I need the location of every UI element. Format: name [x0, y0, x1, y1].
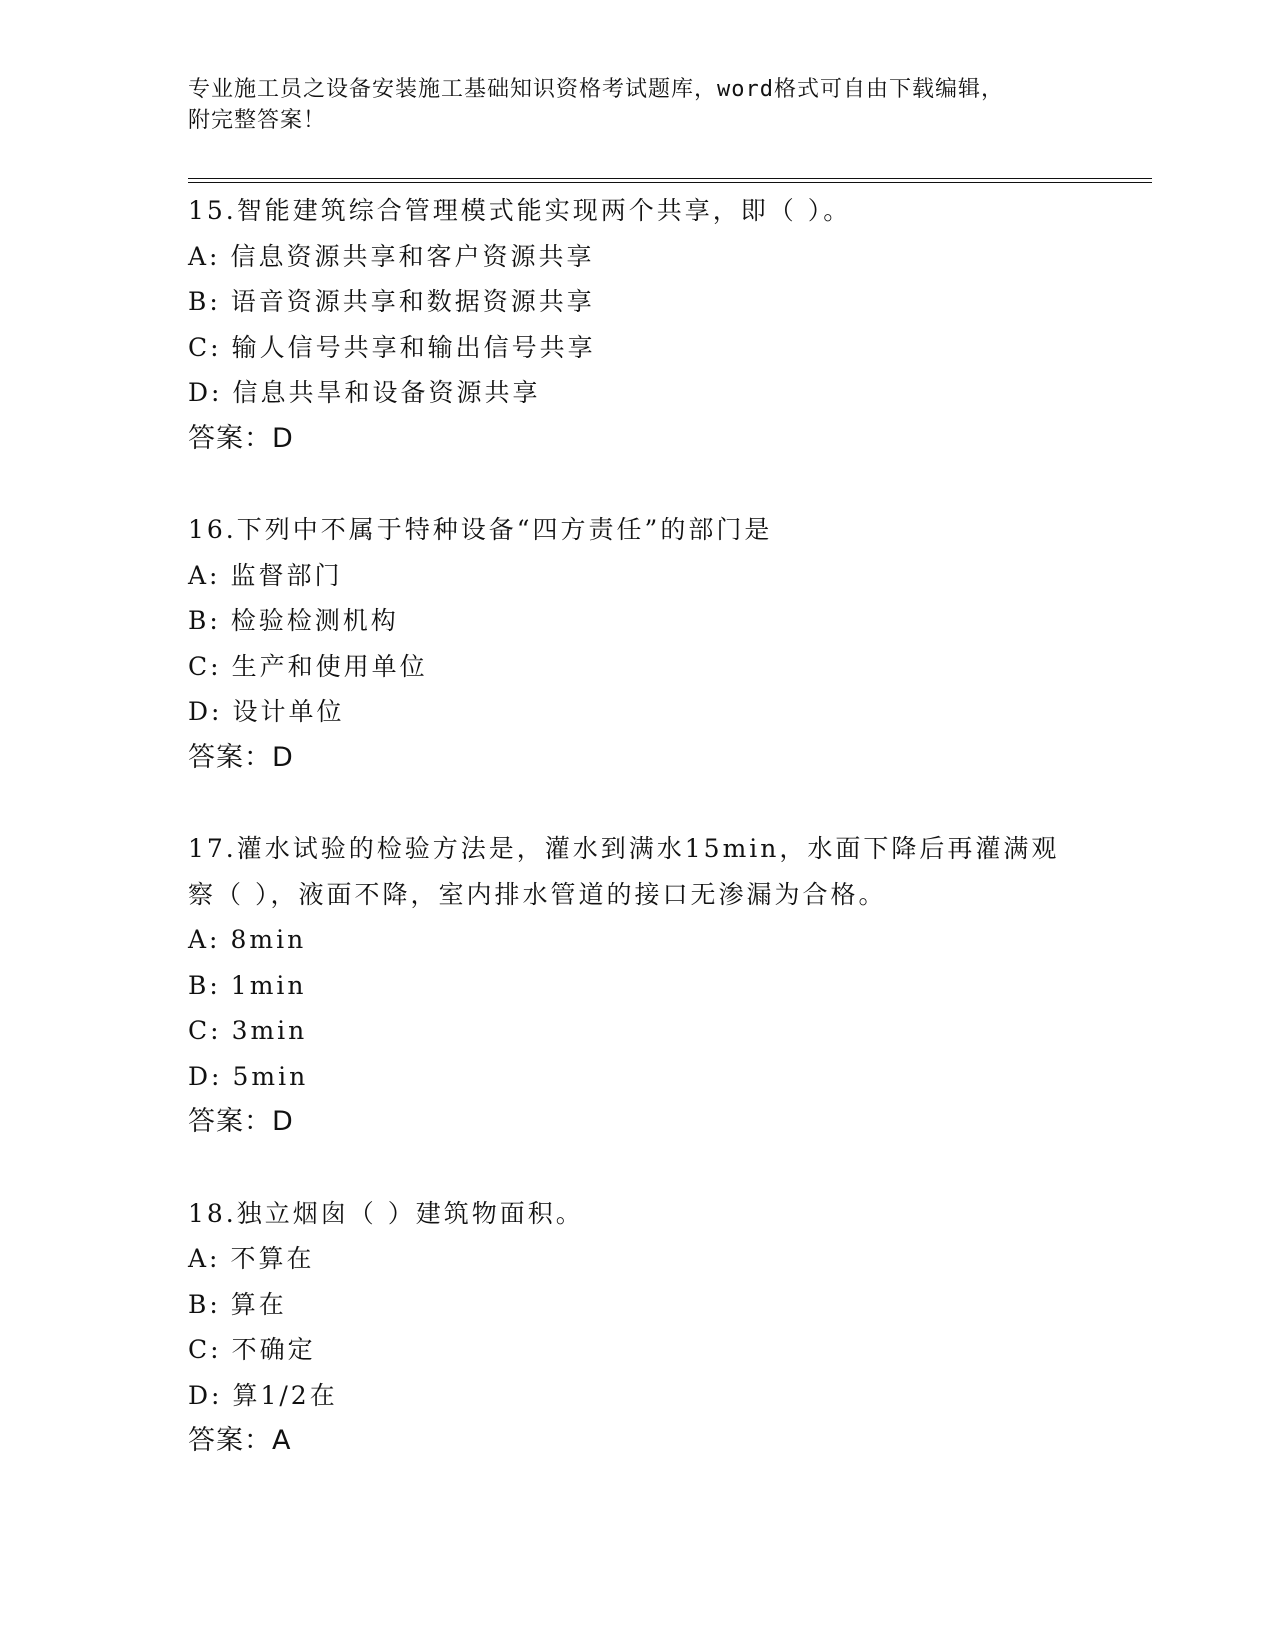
answer-line: 答案：D [188, 1106, 294, 1137]
option-row [188, 1236, 1148, 1282]
option-text: 信息资源共享和客户资源共享 [230, 241, 595, 271]
option-text: 8min [230, 925, 307, 954]
question-block [188, 507, 1148, 780]
option-text: 不确定 [231, 1335, 316, 1364]
question-block [188, 826, 1148, 1145]
option-row [188, 644, 1148, 690]
option-key: D: [188, 697, 223, 726]
option-text: 设计单位 [232, 697, 345, 726]
header-line-2: 附完整答案！ [188, 108, 327, 133]
answer-line: 答案：D [188, 741, 294, 773]
option-key: A: [188, 925, 221, 954]
option-row [188, 598, 1148, 644]
option-row [188, 1282, 1148, 1328]
option-row [188, 963, 1148, 1009]
question-stem: 15.智能建筑综合管理模式能实现两个共享，即（ ）。 [188, 196, 852, 225]
option-row [188, 370, 1148, 416]
option-row [188, 917, 1148, 963]
option-key: C: [188, 332, 222, 362]
option-row [188, 689, 1148, 735]
question-list [188, 188, 1148, 1510]
document-header [188, 74, 1088, 136]
question-stem: 16.下列中不属于特种设备“四方责任”的部门是 [188, 515, 773, 544]
option-text: 检验检测机构 [230, 606, 399, 635]
header-divider-top [188, 178, 1152, 179]
option-key: D: [188, 1061, 223, 1091]
option-row [188, 1054, 1148, 1100]
option-row [188, 1327, 1148, 1373]
question-block [188, 188, 1148, 461]
option-key: B: [188, 970, 221, 1000]
option-key: B: [188, 1289, 221, 1319]
option-key: C: [188, 1016, 222, 1045]
option-text: 信息共旱和设备资源共享 [232, 378, 541, 407]
option-key: B: [188, 287, 221, 316]
header-divider-bottom [188, 182, 1152, 183]
option-text: 3min [231, 1016, 308, 1045]
question-stem: 18.独立烟囱（ ）建筑物面积。 [188, 1198, 584, 1228]
option-key: C: [188, 1335, 222, 1364]
question-stem: 17.灌水试验的检验方法是，灌水到满水15min，水面下降后再灌满观 [188, 834, 1060, 863]
option-row [188, 1373, 1148, 1419]
option-key: B: [188, 606, 221, 635]
option-text: 生产和使用单位 [231, 651, 428, 681]
option-row [188, 1008, 1148, 1054]
option-row [188, 279, 1148, 325]
option-row [188, 325, 1148, 371]
option-text: 输人信号共享和输出信号共享 [231, 332, 596, 362]
header-line-1: 专业施工员之设备安装施工基础知识资格考试题库，word格式可自由下载编辑， [188, 77, 1004, 102]
option-text: 算在 [230, 1289, 287, 1319]
option-text: 语音资源共享和数据资源共享 [230, 287, 595, 316]
question-block [188, 1191, 1148, 1464]
option-key: D: [188, 1380, 223, 1410]
option-row [188, 234, 1148, 280]
option-key: C: [188, 651, 222, 681]
option-row [188, 553, 1148, 599]
option-text: 监督部门 [230, 560, 343, 590]
answer-line: 答案：D [188, 422, 294, 454]
option-text: 算1/2在 [232, 1380, 338, 1410]
option-text: 5min [232, 1061, 309, 1091]
option-key: D: [188, 378, 223, 407]
option-key: A: [188, 241, 221, 271]
answer-line: 答案：A [188, 1425, 292, 1456]
option-text: 1min [230, 970, 307, 1000]
option-key: A: [188, 1244, 221, 1273]
question-stem: 察（ ），液面不降，室内排水管道的接口无渗漏为合格。 [188, 879, 887, 909]
option-key: A: [188, 560, 221, 590]
option-text: 不算在 [230, 1244, 315, 1273]
